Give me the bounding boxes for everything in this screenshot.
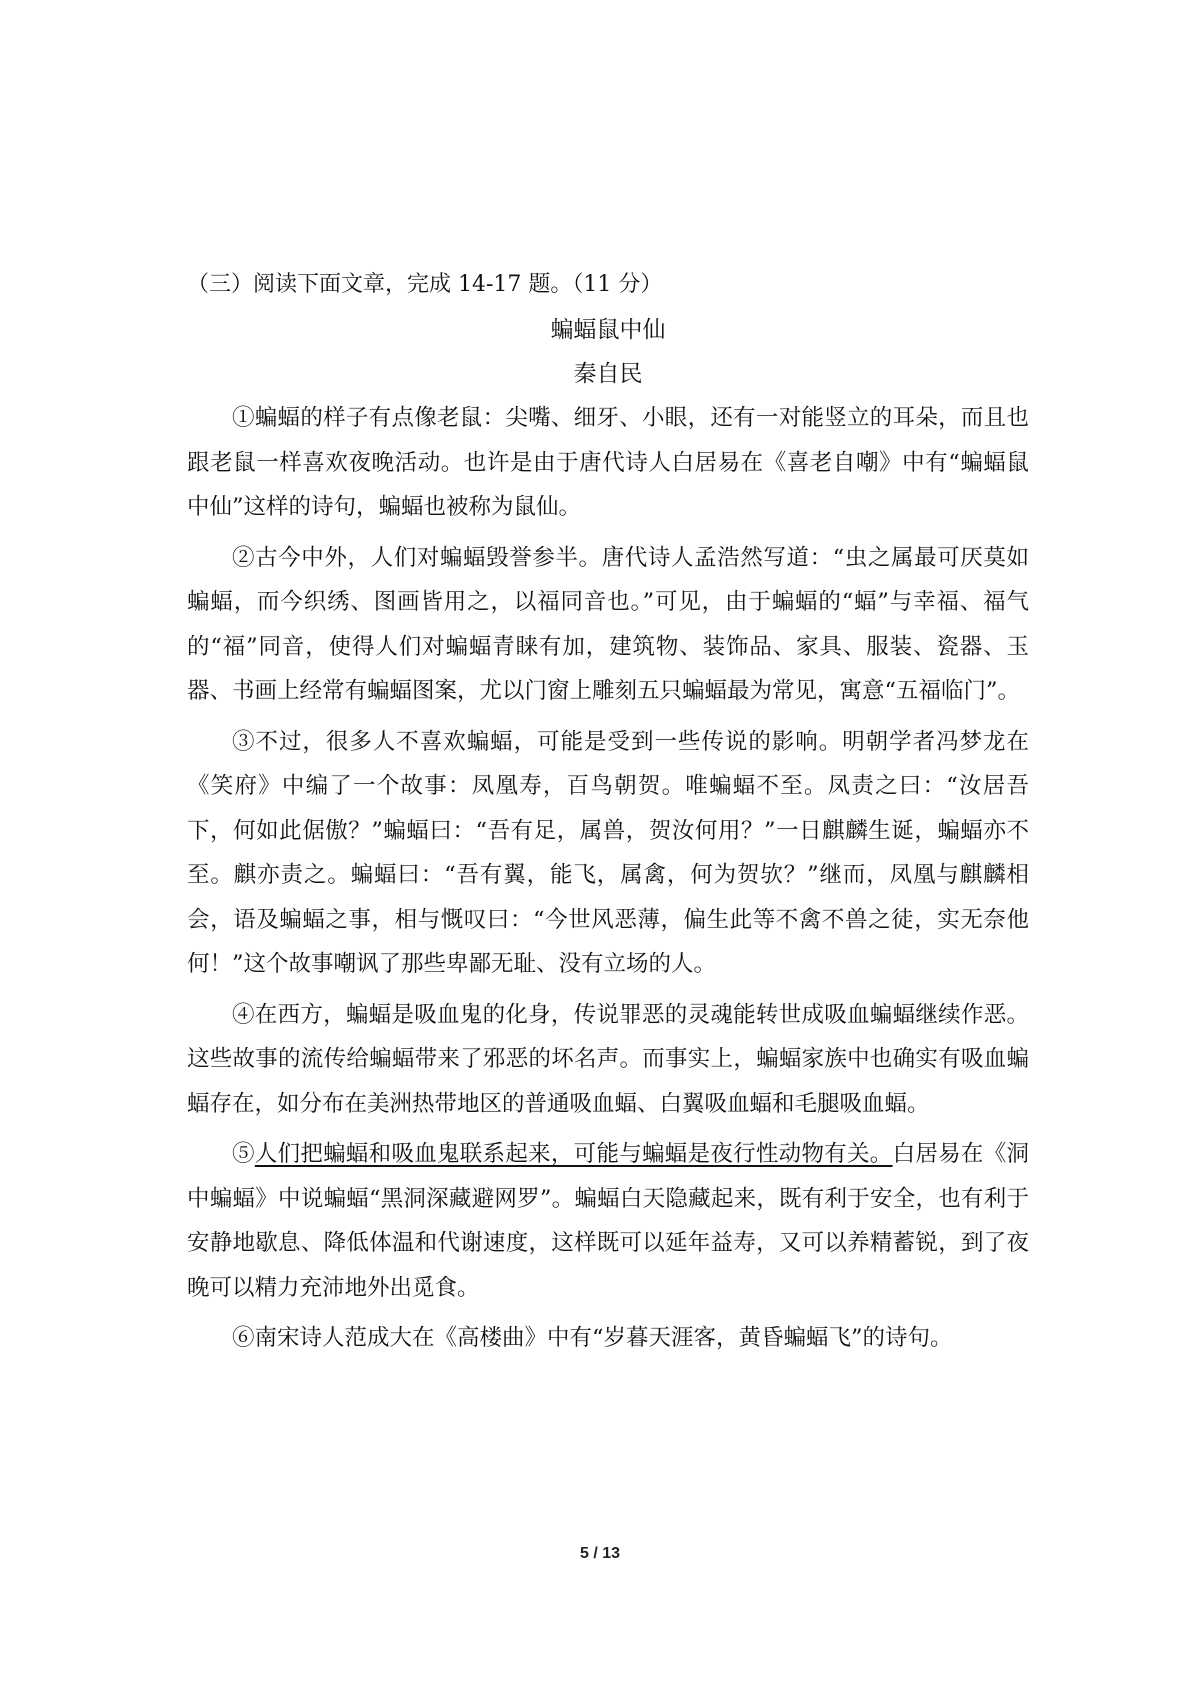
section-heading: （三）阅读下面文章，完成 14-17 题。（11 分） [187,272,663,297]
article-title: 蝙蝠鼠中仙 [550,317,666,343]
paragraph-5-marker: ⑤ [232,1141,255,1167]
paragraph-3: ③不过，很多人不喜欢蝙蝠，可能是受到一些传说的影响。明朝学者冯梦龙在《笑府》中编了一个故事：凤凰寿，百鸟朝贺。唯蝙蝠不至。凤责之曰：“汝居吾下，何如此倨傲？”蝙蝠曰：“吾有足，属兽，贺汝何用？”一日麒麟生诞，蝙蝠亦不至。麒亦责之。蝙蝠曰：“吾有翼，能飞，属禽，何为贺欤？”继而，凤凰与麒麟相会，语及蝙蝠之事，相与慨叹曰：“今世风恶薄，偏生此等不禽不兽之徒，实无奈他何！”这个故事嘲讽了那些卑鄙无耻、没有立场的人。 [187,728,1029,977]
document-content [187,262,1029,1367]
paragraph-5-rest: 白居易在《洞中蝙蝠》中说蝙蝠“黑洞深藏避网罗”。蝙蝠白天隐藏起来，既有利于安全，也有利于安静地歇息、降低体温和代谢速度，这样既可以延年益寿，又可以养精蓄锐，到了夜晚可以精力充沛地外出觅食。 [187,1141,1029,1301]
paragraph-5-underlined-sentence: 人们把蝙蝠和吸血鬼联系起来，可能与蝙蝠是夜行性动物有关。 [254,1141,893,1167]
paragraph-1: ①蝙蝠的样子有点像老鼠：尖嘴、细牙、小眼，还有一对能竖立的耳朵，而且也跟老鼠一样喜欢夜晚活动。也许是由于唐代诗人白居易在《喜老自嘲》中有“蝙蝠鼠中仙”这样的诗句，蝙蝠也被称为鼠仙。 [187,405,1029,520]
page-number: 5 / 13 [579,1545,621,1562]
article-author: 秦自民 [573,361,643,387]
paragraph-2: ②古今中外，人们对蝙蝠毁誉参半。唐代诗人孟浩然写道：“虫之属最可厌莫如蝙蝠，而今织绣、图画皆用之，以福同音也。”可见，由于蝙蝠的“蝠”与幸福、福气的“福”同音，使得人们对蝙蝠青睐有加，建筑物、装饰品、家具、服装、瓷器、玉器、书画上经常有蝙蝠图案，尤以门窗上雕刻五只蝙蝠最为常见，寓意“五福临门”。 [187,544,1029,704]
paragraph-5 [187,1132,1029,1310]
paragraph-6: ⑥南宋诗人范成大在《高楼曲》中有“岁暮天涯客，黄昏蝙蝠飞”的诗句。 [232,1325,953,1351]
paragraph-4: ④在西方，蝙蝠是吸血鬼的化身，传说罪恶的灵魂能转世成吸血蝙蝠继续作恶。这些故事的流传给蝙蝠带来了邪恶的坏名声。而事实上，蝙蝠家族中也确实有吸血蝙蝠存在，如分布在美洲热带地区的普通吸血蝠、白翼吸血蝠和毛腿吸血蝠。 [187,1001,1029,1117]
